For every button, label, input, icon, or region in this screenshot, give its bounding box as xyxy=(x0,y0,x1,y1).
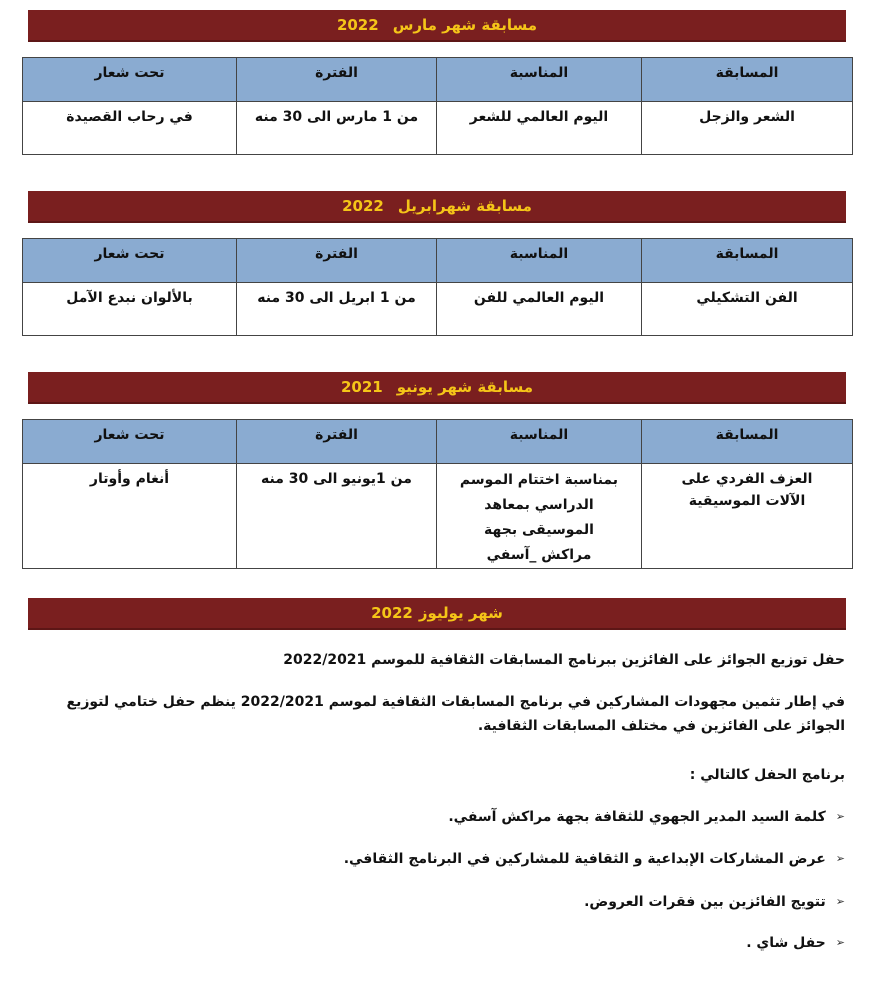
banner-title: مسابقة شهرابريل xyxy=(397,197,532,215)
cell-slogan: بالألوان نبدع الآمل xyxy=(23,283,237,336)
table-row xyxy=(23,464,853,569)
banner-title: مسابقة شهر مارس xyxy=(392,16,538,34)
table-header-row xyxy=(23,239,853,283)
arrow-bullet-icon: ➢ xyxy=(835,810,845,823)
program-item-text: حفل شاي . xyxy=(746,935,826,951)
banner-year: 2022 xyxy=(336,16,379,34)
program-item-text: عرض المشاركات الإبداعية و الثقافية للمشاركين في البرنامج الثقافي. xyxy=(343,851,826,867)
header-competition: المسابقة xyxy=(642,239,853,283)
banner-title: شهر يوليوز xyxy=(418,604,503,622)
header-occasion: المناسبة xyxy=(437,239,642,283)
cell-period: من 1 ابريل الى 30 منه xyxy=(237,283,437,336)
cell-competition: العزف الفردي على الآلات الموسيقية xyxy=(642,464,853,569)
header-period: الفترة xyxy=(237,420,437,464)
arrow-bullet-icon: ➢ xyxy=(835,895,845,908)
table-header-row xyxy=(23,420,853,464)
cell-period: من 1يونيو الى 30 منه xyxy=(237,464,437,569)
header-period: الفترة xyxy=(237,58,437,102)
cell-occasion: بمناسبة اختتام الموسم الدراسي بمعاهد الموسيقى بجهة مراكش _آسفي xyxy=(437,464,642,569)
banner-july xyxy=(28,598,846,630)
arrow-bullet-icon: ➢ xyxy=(835,852,845,865)
header-competition: المسابقة xyxy=(642,420,853,464)
program-item-text: كلمة السيد المدير الجهوي للثقافة بجهة مراكش آسفي. xyxy=(448,809,826,825)
cell-period: من 1 مارس الى 30 منه xyxy=(237,102,437,155)
cell-occasion: اليوم العالمي للشعر xyxy=(437,102,642,155)
banner-year: 2022 xyxy=(371,604,413,622)
table-header-row xyxy=(23,58,853,102)
program-item xyxy=(25,848,845,870)
competition-table-march xyxy=(22,57,853,155)
competition-table-april xyxy=(22,238,853,336)
header-slogan: تحت شعار xyxy=(23,239,237,283)
program-item xyxy=(25,932,845,954)
cell-competition: الفن التشكيلي xyxy=(642,283,853,336)
banner-march xyxy=(28,10,846,42)
program-item xyxy=(25,891,845,913)
header-occasion: المناسبة xyxy=(437,420,642,464)
banner-year: 2021 xyxy=(340,378,383,396)
ceremony-paragraph: في إطار تثمين مجهودات المشاركين في برنامج المسابقات الثقافية لموسم 2022/2021 ينظم حفل ختامي لتوزيع الجوائز على الفائزين في مختلف المسابقات الثقافية. xyxy=(66,694,845,734)
header-slogan: تحت شعار xyxy=(23,420,237,464)
banner-year: 2022 xyxy=(342,197,384,215)
program-label: برنامج الحفل كالتالي : xyxy=(689,767,845,783)
cell-occasion: اليوم العالمي للفن xyxy=(437,283,642,336)
banner-title: مسابقة شهر يونيو xyxy=(396,378,534,396)
cell-slogan: أنغام وأوتار xyxy=(23,464,237,569)
competition-table-june xyxy=(22,419,853,569)
cell-competition: الشعر والزجل xyxy=(642,102,853,155)
banner-june xyxy=(28,372,846,404)
table-row xyxy=(23,102,853,155)
program-item-text: تتويج الفائزين بين فقرات العروض. xyxy=(584,894,826,910)
ceremony-heading: حفل توزيع الجوائز على الفائزين ببرنامج المسابقات الثقافية للموسم 2022/2021 xyxy=(283,652,845,668)
header-period: الفترة xyxy=(237,239,437,283)
header-competition: المسابقة xyxy=(642,58,853,102)
cell-slogan: في رحاب القصيدة xyxy=(23,102,237,155)
arrow-bullet-icon: ➢ xyxy=(835,936,845,949)
banner-april xyxy=(28,191,846,223)
header-occasion: المناسبة xyxy=(437,58,642,102)
table-row xyxy=(23,283,853,336)
header-slogan: تحت شعار xyxy=(23,58,237,102)
program-item xyxy=(25,806,845,828)
